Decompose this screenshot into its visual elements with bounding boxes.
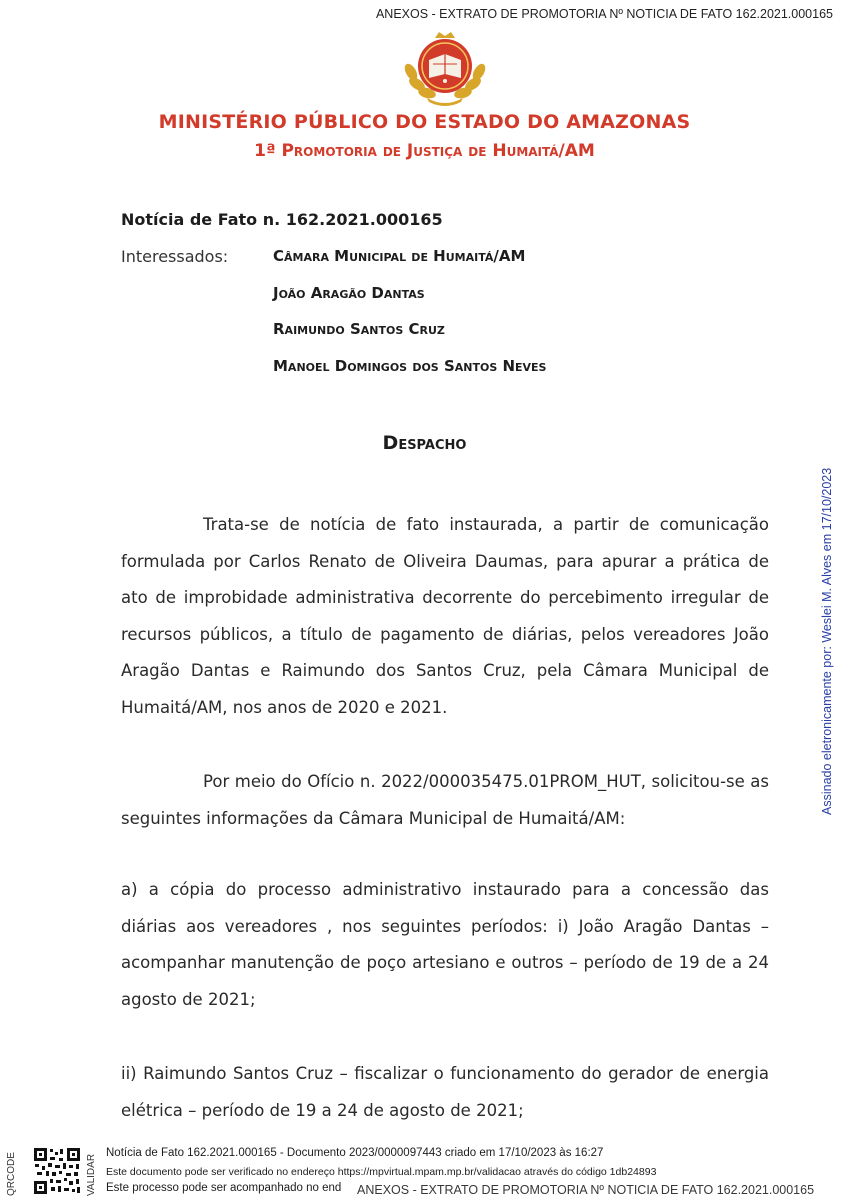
organization-unit: 1ª Promotoria de Justiça de Humaitá/AM xyxy=(254,141,595,161)
validate-label[interactable]: VALIDAR xyxy=(86,1153,97,1196)
organization-name: MINISTÉRIO PÚBLICO DO ESTADO DO AMAZONAS xyxy=(158,111,691,133)
mp-emblem-icon xyxy=(397,26,493,106)
interested-party: Manoel Domingos dos Santos Neves xyxy=(273,357,547,375)
body-paragraph: a) a cópia do processo administrativo instaurado para a concessão das diárias aos vereadores , nos seguintes períodos: i) João Aragão Dantas – acompanhar manutenção de poço artesiano e outros – período de 19 de a 24 agosto de 2021; xyxy=(121,880,769,1009)
signature-text: Assinado eletronicamente por: Weslei M. Alves em 17/10/2023 xyxy=(820,467,834,815)
body-paragraph: Por meio do Ofício n. 2022/000035475.01PROM_HUT, solicitou-se as seguintes informações da Câmara Municipal de Humaitá/AM: xyxy=(121,772,769,828)
interested-party: Raimundo Santos Cruz xyxy=(273,320,445,338)
case-title: Notícia de Fato n. 162.2021.000165 xyxy=(121,210,443,229)
interested-party: João Aragão Dantas xyxy=(273,284,425,302)
electronic-signature xyxy=(820,455,842,815)
interested-label: Interessados: xyxy=(121,247,229,266)
footer-tracking-info: Este processo pode ser acompanhado no end xyxy=(106,1182,342,1194)
footer-document-info: Notícia de Fato 162.2021.000165 - Documento 2023/0000097443 criado em 17/10/2023 às 16:27 xyxy=(106,1147,604,1159)
section-heading: Despacho xyxy=(382,432,467,454)
footer-annex-overlap: ANEXOS - EXTRATO DE PROMOTORIA Nº NOTICIA DE FATO 162.2021.000165 xyxy=(357,1183,815,1197)
footer-verification-info: Este documento pode ser verificado no endereço https://mpvirtual.mpam.mp.br/validacao através do código 1db24893 xyxy=(106,1166,657,1178)
interested-party: Câmara Municipal de Humaitá/AM xyxy=(273,247,526,265)
qr-code-icon[interactable] xyxy=(33,1147,81,1195)
body-paragraph: ii) Raimundo Santos Cruz – fiscalizar o funcionamento do gerador de energia elétrica – período de 19 a 24 de agosto de 2021; xyxy=(121,1064,769,1120)
annex-header: ANEXOS - EXTRATO DE PROMOTORIA Nº NOTICIA DE FATO 162.2021.000165 xyxy=(375,7,833,21)
body-paragraph: Trata-se de notícia de fato instaurada, a partir de comunicação formulada por Carlos Renato de Oliveira Daumas, para apurar a prática de ato de improbidade administrativa decorrente do percebimento irregular de recursos públicos, a título de pagamento de diárias, pelos vereadores João Aragão Dantas e Raimundo dos Santos Cruz, pela Câmara Municipal de Humaitá/AM, nos anos de 2020 e 2021. xyxy=(121,515,769,717)
qrcode-label: QRCODE xyxy=(6,1152,17,1196)
